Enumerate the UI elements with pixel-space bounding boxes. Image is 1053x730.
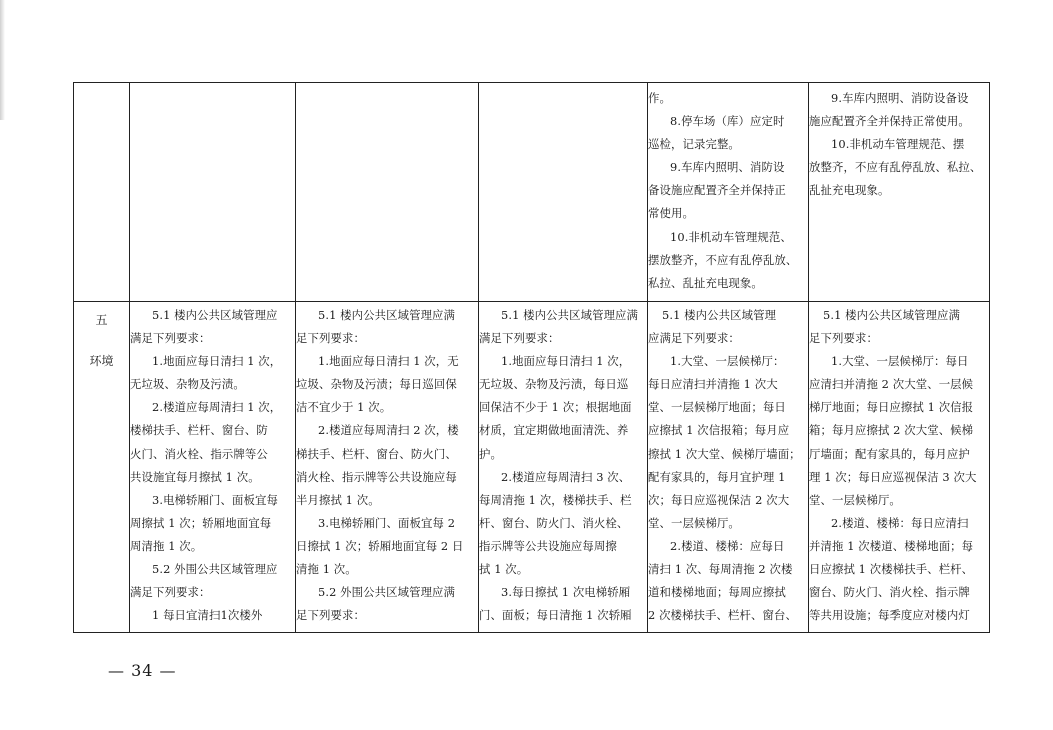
- cell-line: 2.楼道、楼梯：每日应清扫: [831, 515, 969, 530]
- cell-line: 共设施宜每月擦拭 1 次。: [130, 469, 260, 484]
- cell-line: 5.2 外围公共区域管理应满: [318, 585, 456, 600]
- cell-line: 9.车库内照明、消防设: [670, 160, 785, 175]
- cell-line: 10.非机动车管理规范、摆: [831, 137, 965, 152]
- table-cell-empty: [130, 83, 296, 302]
- cell-line: 1.大堂、一层候梯厅：: [670, 354, 785, 369]
- table-cell-empty: [479, 83, 648, 302]
- cell-line: 3.每日擦拭 1 次电梯轿厢: [501, 585, 631, 600]
- cell-line: 乱扯充电现象。: [809, 183, 890, 198]
- cell-line: 梯厅地面；每日应擦拭 1 次信报: [809, 400, 974, 415]
- cell-line: 放整齐，不应有乱停乱放、私拉、: [809, 160, 982, 175]
- cell-line: 堂、一层候梯厅地面；每日: [648, 400, 786, 415]
- cell-line: 每日应清扫并清拖 1 次大: [648, 377, 778, 392]
- cell-line: 道和楼梯地面；每周应擦拭: [648, 585, 786, 600]
- cell-line: 周擦拭 1 次；轿厢地面宜每: [130, 515, 272, 530]
- table-cell-level5: [809, 83, 990, 302]
- cell-line: 摆放整齐，不应有乱停乱放、: [648, 252, 798, 267]
- cell-line: 厅墙面；配有家具的，每月应护: [809, 446, 970, 461]
- cell-line: 备设施应配置齐全并保持正: [648, 183, 786, 198]
- category-number: 五: [95, 313, 108, 327]
- standards-table: [73, 82, 990, 633]
- cell-line: 日应擦拭 1 次楼梯扶手、栏杆、: [809, 562, 974, 577]
- table-cell-level1: [130, 302, 296, 633]
- category-cell: [74, 302, 130, 633]
- cell-line: 拭 1 次。: [479, 562, 529, 577]
- cell-line: 5.1 楼内公共区域管理应满: [823, 308, 961, 322]
- cell-line: 指示牌等公共设施应每周擦: [479, 538, 617, 553]
- cell-line: 回保洁不少于 1 次；根据地面: [479, 400, 632, 415]
- table-cell-level3: [479, 302, 648, 633]
- table-cell-level4: [648, 83, 809, 302]
- cell-line: 无垃圾、杂物及污渍，每日巡: [479, 377, 629, 392]
- cell-line: 9.车库内照明、消防设备设: [831, 91, 969, 105]
- cell-line: 私拉、乱扯充电现象。: [648, 275, 763, 290]
- cell-line: 应擦拭 1 次信报箱；每月应: [648, 423, 790, 438]
- cell-line: 1.地面应每日清扫 1 次，无: [318, 354, 459, 369]
- table-cell-empty: [74, 83, 130, 302]
- cell-line: 火门、消火栓、指示牌等公: [130, 446, 268, 461]
- cell-line: 应清扫并清拖 2 次大堂、一层候: [809, 377, 974, 392]
- cell-line: 杆、窗台、防火门、消火栓、: [479, 515, 629, 530]
- cell-line: 5.1 楼内公共区域管理应满: [318, 308, 456, 322]
- cell-line: 作。: [648, 91, 671, 105]
- cell-line: 清拖 1 次。: [296, 562, 357, 577]
- cell-line: 足下列要求：: [296, 331, 365, 346]
- table-row: [74, 83, 990, 302]
- cell-line: 5.1 楼内公共区域管理应满: [501, 308, 639, 322]
- table-cell-level2: [296, 302, 479, 633]
- table-row: [74, 302, 990, 633]
- cell-line: 材质，宜定期做地面清洗、养: [479, 423, 629, 438]
- cell-line: 2.楼道应每周清扫 3 次、: [501, 469, 631, 484]
- page-number: — 34 —: [108, 661, 177, 680]
- cell-line: 3.电梯轿厢门、面板宜每: [152, 492, 278, 507]
- cell-line: 满足下列要求：: [130, 585, 211, 600]
- cell-line: 堂、一层候梯厅。: [648, 515, 740, 530]
- cell-line: 日擦拭 1 次；轿厢地面宜每 2 日: [296, 538, 464, 553]
- cell-line: 2.楼道应每周清扫 1 次，: [152, 400, 282, 415]
- cell-line: 1 每日宜清扫1次楼外: [152, 608, 263, 623]
- cell-line: 洁不宜少于 1 次。: [296, 400, 392, 415]
- cell-line: 垃圾、杂物及污渍；每日巡回保: [296, 377, 457, 392]
- cell-line: 并清拖 1 次楼道、楼梯地面；每: [809, 538, 974, 553]
- cell-line: 楼梯扶手、栏杆、窗台、防: [130, 423, 268, 438]
- cell-line: 5.2 外围公共区域管理应: [152, 562, 278, 577]
- cell-line: 半月擦拭 1 次。: [296, 492, 380, 507]
- table-cell-level5: [809, 302, 990, 633]
- cell-line: 巡检，记录完整。: [648, 137, 740, 152]
- cell-line: 1.地面应每日清扫 1 次，: [152, 354, 282, 369]
- cell-line: 等共用设施；每季度应对楼内灯: [809, 608, 970, 623]
- table-cell-level4: [648, 302, 809, 633]
- cell-line: 5.1 楼内公共区域管理应: [152, 308, 278, 322]
- cell-line: 清扫 1 次、每周清拖 2 次楼: [648, 562, 793, 577]
- scan-edge-shadow: [0, 0, 5, 120]
- cell-line: 1.大堂、一层候梯厅：每日: [831, 354, 969, 369]
- cell-line: 满足下列要求：: [130, 331, 211, 346]
- cell-line: 8.停车场（库）应定时: [670, 114, 785, 129]
- cell-line: 2.楼道、楼梯：应每日: [670, 538, 785, 553]
- cell-line: 消火栓、指示牌等公共设施应每: [296, 469, 457, 484]
- cell-line: 5.1 楼内公共区域管理: [662, 308, 777, 322]
- cell-line: 10.非机动车管理规范、: [670, 229, 792, 244]
- cell-line: 梯扶手、栏杆、窗台、防火门、: [296, 446, 457, 461]
- cell-line: 周清拖 1 次。: [130, 538, 203, 553]
- cell-line: 护。: [479, 446, 502, 461]
- cell-line: 足下列要求：: [296, 608, 365, 623]
- cell-line: 每周清拖 1 次，楼梯扶手、栏: [479, 492, 632, 507]
- cell-line: 堂、一层候梯厅。: [809, 492, 901, 507]
- cell-line: 常使用。: [648, 206, 694, 221]
- cell-line: 无垃圾、杂物及污渍。: [130, 377, 245, 392]
- cell-line: 2 次楼梯扶手、栏杆、窗台、: [648, 608, 797, 623]
- cell-line: 理 1 次；每日应巡视保洁 3 次大: [809, 469, 977, 484]
- cell-line: 门、面板；每日清拖 1 次轿厢: [479, 608, 632, 623]
- category-name: 环境: [89, 354, 114, 368]
- cell-line: 应满足下列要求：: [648, 331, 740, 346]
- cell-line: 配有家具的，每月宜护理 1: [648, 469, 786, 484]
- cell-line: 1.地面应每日清扫 1 次，: [501, 354, 631, 369]
- cell-line: 施应配置齐全并保持正常使用。: [809, 114, 970, 129]
- cell-line: 箱；每月应擦拭 2 次大堂、候梯: [809, 423, 974, 438]
- cell-line: 次；每日应巡视保洁 2 次大: [648, 492, 790, 507]
- table-cell-empty: [296, 83, 479, 302]
- cell-line: 窗台、防火门、消火栓、指示牌: [809, 585, 970, 600]
- cell-line: 满足下列要求：: [479, 331, 560, 346]
- cell-line: 2.楼道应每周清扫 2 次，楼: [318, 423, 459, 438]
- cell-line: 3.电梯轿厢门、面板宜每 2: [318, 515, 456, 530]
- cell-line: 擦拭 1 次大堂、候梯厅墙面；: [648, 446, 801, 461]
- cell-line: 足下列要求：: [809, 331, 878, 346]
